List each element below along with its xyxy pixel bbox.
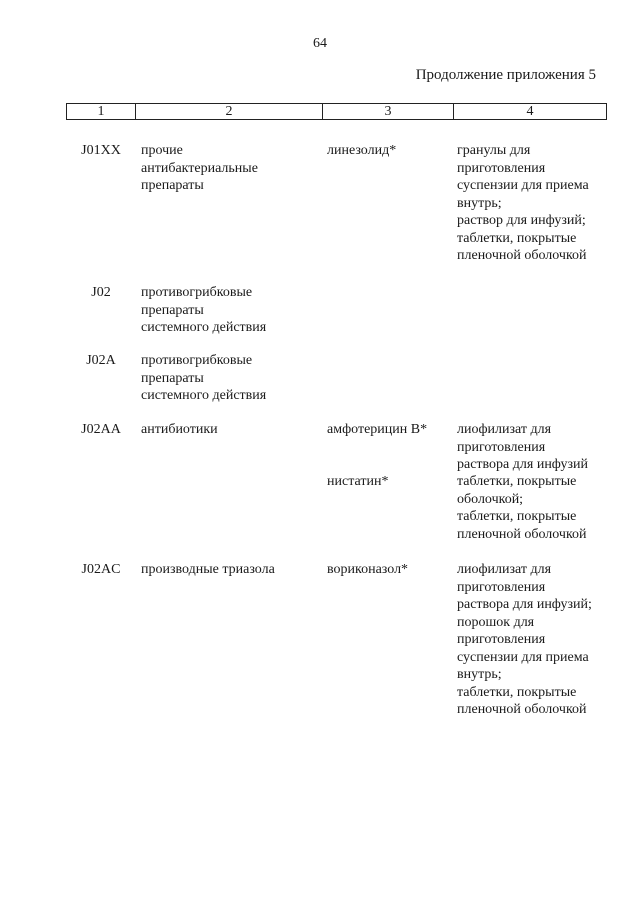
form-line: пленочной оболочкой [457,248,587,263]
dosage-forms [457,421,588,474]
group-line: препараты [141,370,204,386]
page-number: 64 [313,36,327,51]
form-line: пленочной оболочкой [457,526,587,542]
column-header-2: 2 [136,104,323,120]
dosage-forms [457,142,589,265]
group-line: противогрибковые [141,285,253,300]
drug-name: нистатин* [327,474,389,489]
dosage-forms [457,473,587,543]
pharmacological-group [141,142,258,195]
group-line: препараты [141,302,204,318]
pharmacological-group [141,352,266,405]
form-line: приготовления [457,579,546,595]
dosage-forms [457,561,592,719]
form-line: раствора для инфузий [457,457,589,472]
form-line: порошок для [457,614,535,630]
form-line: приготовления [457,160,546,176]
column-header-3: 3 [323,104,454,120]
group-line: препараты [141,178,204,193]
atc-code: J02AC [81,562,121,577]
pharmacological-group [141,284,266,337]
table-header [66,103,607,120]
form-line: таблетки, покрытые [457,509,577,524]
drug-name: амфотерицин В* [327,422,428,437]
form-line: приготовления [457,439,546,455]
form-line: внутрь; [457,667,502,682]
form-line: раствор для инфузий; [457,213,586,228]
form-line: оболочкой; [457,491,524,507]
form-line: суспензии для приема [457,649,589,665]
form-line: гранулы для [457,143,531,158]
form-line: таблетки, покрытые [457,684,577,700]
drug-name: линезолид* [327,143,397,158]
atc-code: J02AA [81,422,121,437]
group-line: противогрибковые [141,353,253,368]
group-line: прочие [141,143,183,158]
form-line: лиофилизат для [457,562,552,577]
atc-code: J02A [86,353,116,368]
column-header-1: 1 [67,104,136,120]
drug-name: вориконазол* [327,562,409,577]
group-line: антибиотики [141,422,218,437]
form-line: таблетки, покрытые [457,230,577,246]
form-line: приготовления [457,632,546,647]
form-line: суспензии для приема [457,178,589,193]
appendix-continuation-title: Продолжение приложения 5 [415,67,596,83]
group-line: антибактериальные [141,160,258,176]
group-line: системного действия [141,320,267,335]
group-line: системного действия [141,388,267,403]
pharmacological-group [141,561,275,579]
group-line: производные триазола [141,562,275,577]
form-line: раствора для инфузий; [457,597,592,612]
form-line: лиофилизат для [457,422,552,437]
pharmacological-group [141,421,218,439]
form-line: таблетки, покрытые [457,474,577,489]
form-line: пленочной оболочкой [457,702,587,717]
form-line: внутрь; [457,195,502,211]
atc-code: J01XX [81,143,121,158]
atc-code: J02 [91,285,111,300]
column-header-4: 4 [454,104,607,120]
